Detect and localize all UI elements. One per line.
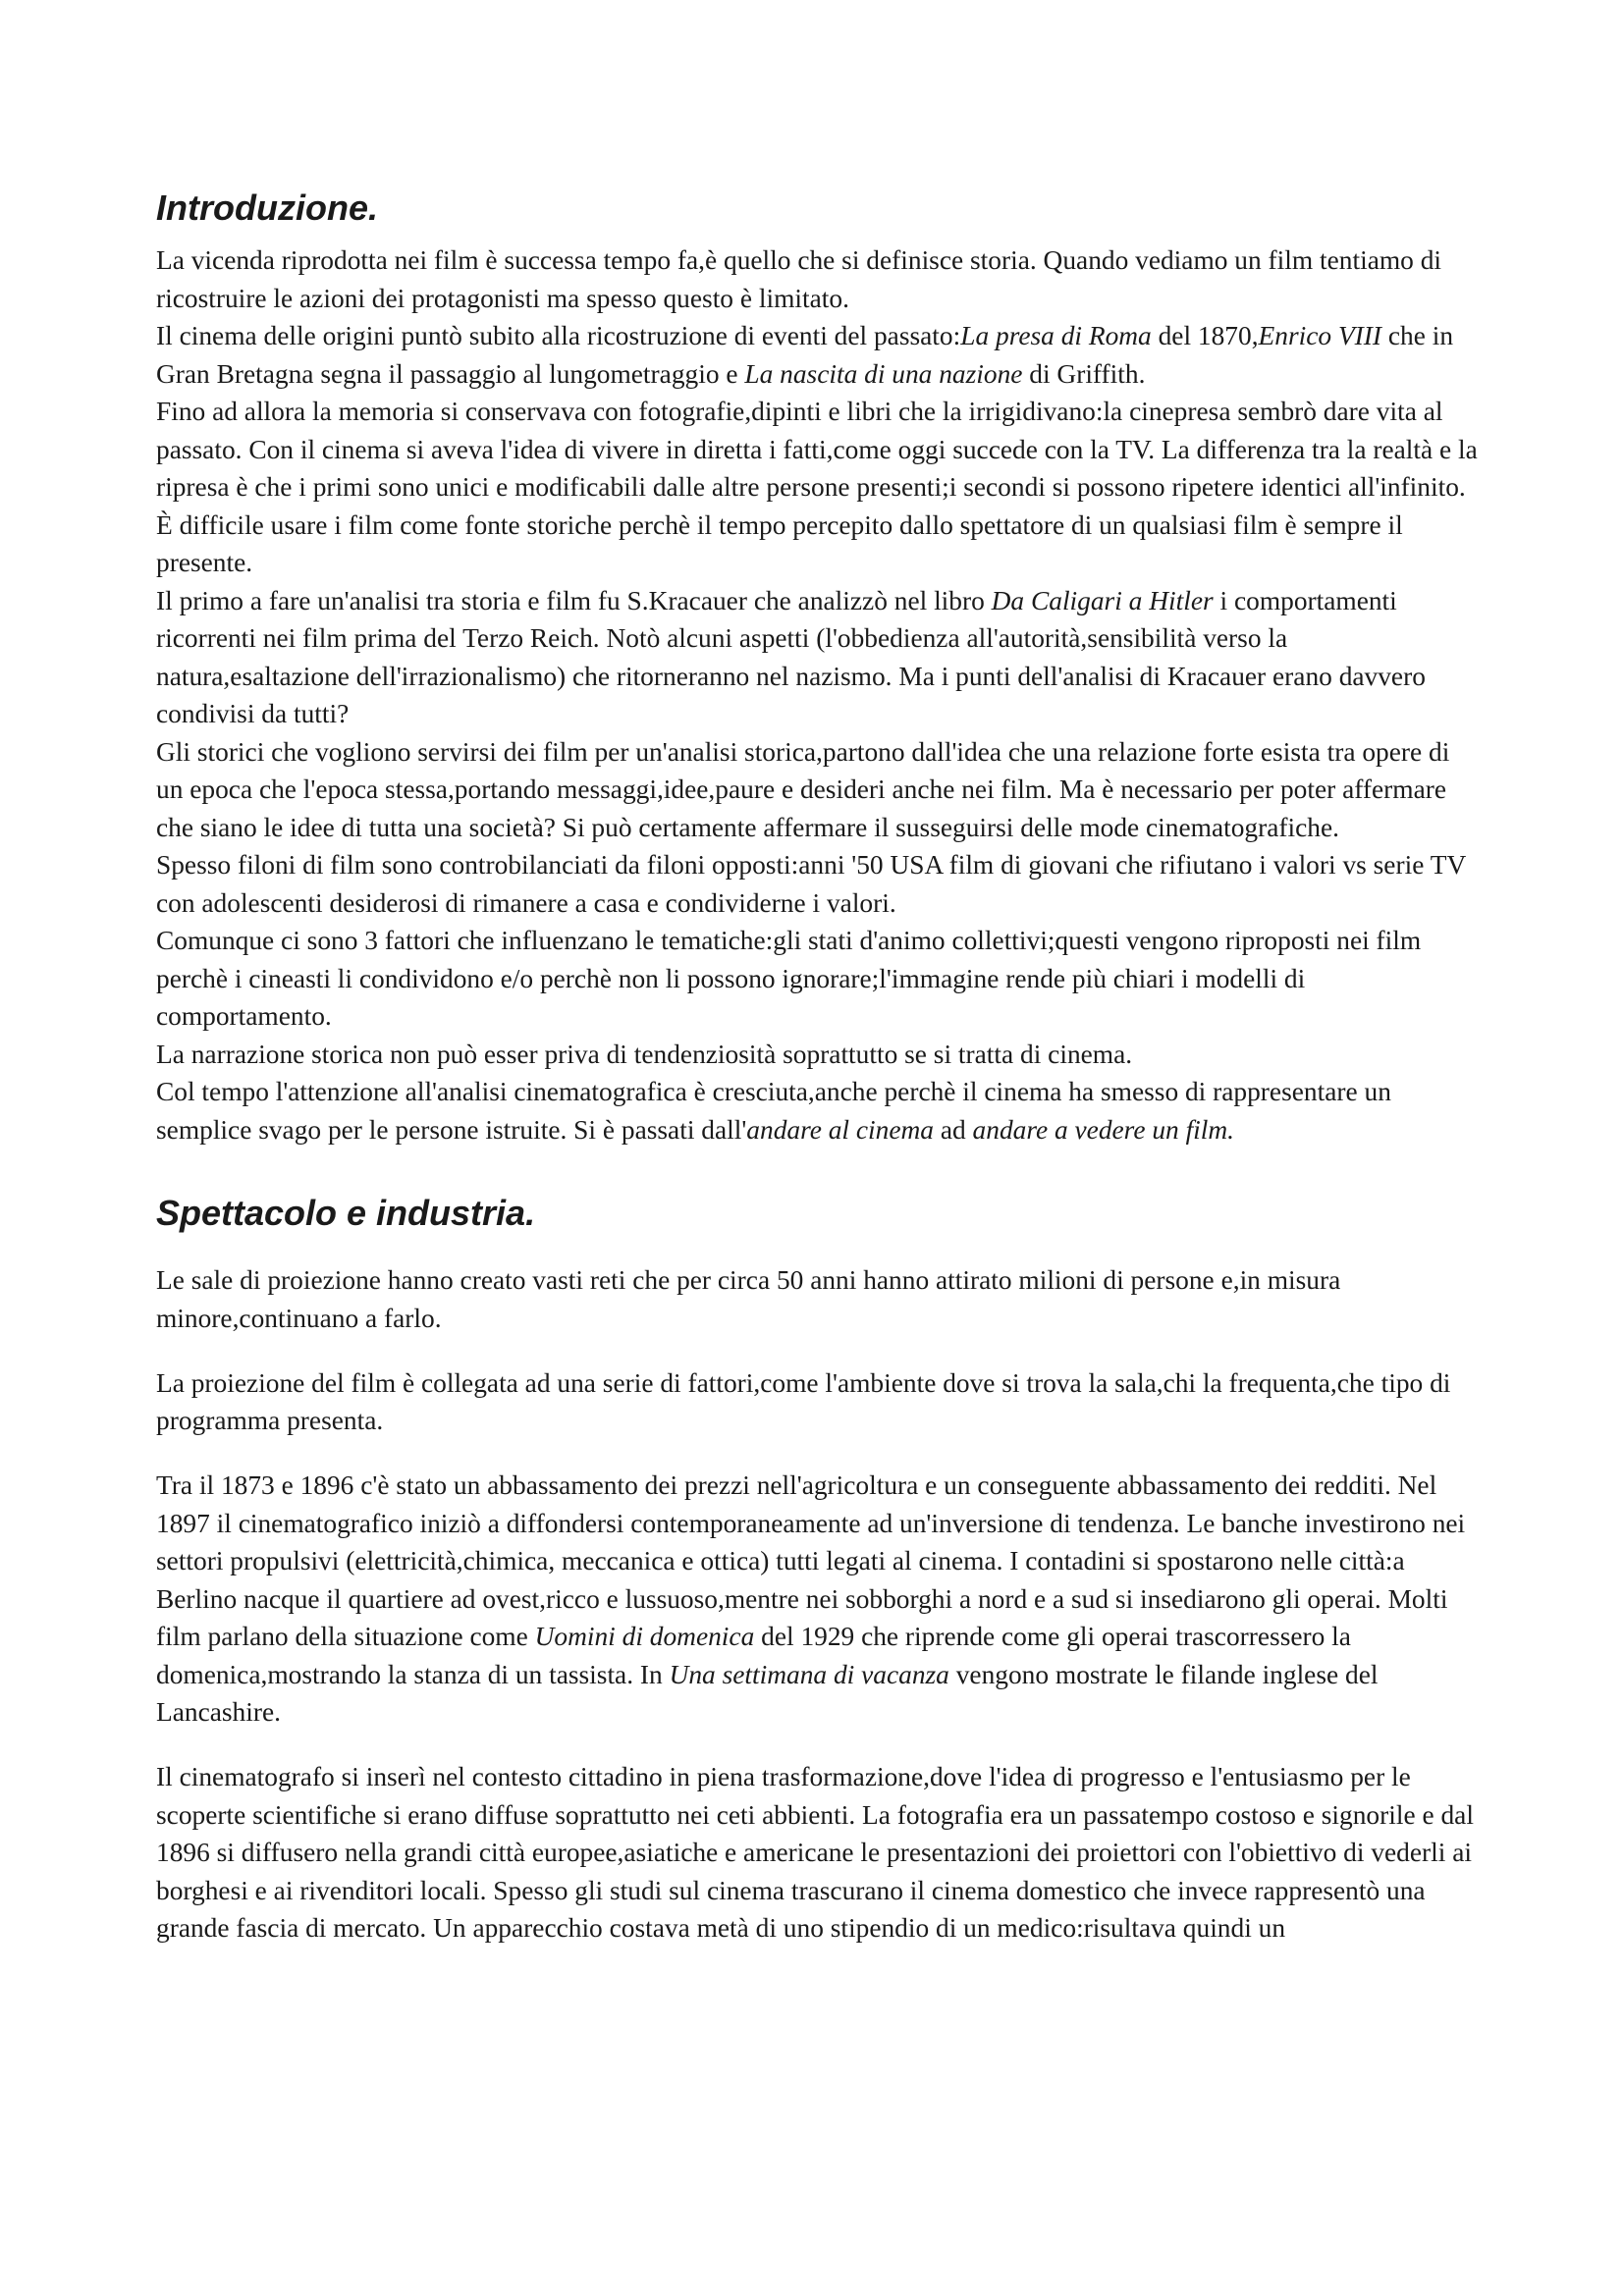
text-run: vengono mostrate le filande inglese del Lancashire. bbox=[156, 1659, 1379, 1728]
text-run: Spesso filoni di film sono controbilanciati da filoni opposti:anni '50 USA film di giovani che rifiutano i valori vs serie TV con adolescenti desiderosi di rimanere a casa e condividerne i valori. bbox=[156, 850, 1466, 918]
paragraph-block bbox=[156, 1758, 1482, 1948]
paragraph bbox=[156, 1467, 1482, 1732]
paragraph-block bbox=[156, 1467, 1482, 1732]
text-run: Il primo a fare un'analisi tra storia e film fu S.Kracauer che analizzò nel libro bbox=[156, 585, 992, 615]
paragraph-block bbox=[156, 1261, 1482, 1439]
paragraph bbox=[156, 1364, 1482, 1440]
text-run: i comportamenti ricorrenti nei film prima del Terzo Reich. Notò alcuni aspetti (l'obbedienza all'autorità,sensibilità verso la natura,esaltazione dell'irrazionalismo) che ritorneranno nel nazismo. Ma i punti dell'analisi di Kracauer erano davvero condivisi da tutti? bbox=[156, 585, 1426, 728]
text-run: del 1929 che riprende come gli operai trascorressero la domenica,mostrando la stanza di un tassista. In bbox=[156, 1622, 1351, 1689]
paragraph bbox=[156, 317, 1482, 393]
text-run: di Griffith. bbox=[1022, 358, 1146, 389]
italic-title: Una settimana di vacanza bbox=[669, 1659, 949, 1689]
text-run: La proiezione del film è collegata ad una serie di fattori,come l'ambiente dove si trova la sala,chi la frequenta,che tipo di programma presenta. bbox=[156, 1367, 1451, 1436]
text-run: Il cinema delle origini puntò subito alla ricostruzione di eventi del passato: bbox=[156, 321, 961, 350]
text-run: Le sale di proiezione hanno creato vasti reti che per circa 50 anni hanno attirato milioni di persone e,in misura minore,continuano a farlo. bbox=[156, 1265, 1341, 1333]
text-run: che in Gran Bretagna segna il passaggio al lungometraggio e bbox=[156, 321, 1454, 389]
paragraph bbox=[156, 1261, 1482, 1337]
italic-title: andare al cinema bbox=[746, 1114, 934, 1145]
italic-title: La nascita di una nazione bbox=[744, 358, 1023, 389]
text-run: La vicenda riprodotta nei film è successa tempo fa,è quello che si definisce storia. Quando vediamo un film tentiamo di ricostruire le azioni dei protagonisti ma spesso questo è limitato. bbox=[156, 245, 1442, 313]
paragraph bbox=[156, 1758, 1482, 1948]
paragraph bbox=[156, 1036, 1482, 1074]
italic-title: Da Caligari a Hitler bbox=[991, 585, 1214, 615]
paragraph bbox=[156, 393, 1482, 507]
italic-title: La presa di Roma bbox=[960, 321, 1152, 350]
italic-title: andare a vedere un film. bbox=[972, 1114, 1235, 1145]
paragraph bbox=[156, 922, 1482, 1036]
text-run: È difficile usare i film come fonte storiche perchè il tempo percepito dallo spettatore di un qualsiasi film è sempre il presente. bbox=[156, 509, 1403, 577]
paragraph bbox=[156, 507, 1482, 582]
italic-title: Enrico VIII bbox=[1258, 321, 1382, 350]
text-run: Col tempo l'attenzione all'analisi cinematografica è cresciuta,anche perchè il cinema ha smesso di rappresentare un semplice svago per le persone istruite. Si è passati dall' bbox=[156, 1077, 1391, 1145]
text-run: Tra il 1873 e 1896 c'è stato un abbassamento dei prezzi nell'agricoltura e un conseguente abbassamento dei redditi. Nel 1897 il cinematografico iniziò a diffondersi contemporaneamente ad un'inversione di tendenza. Le banche investirono nei settori propulsivi (elettricità,chimica, meccanica e ottica) tutti legati al cinema. I contadini si spostarono nelle città:a Berlino nacque il quartiere ad ovest,ricco e lussuoso,mentre nei sobborghi a nord e a sud si insediarono gli operai. Molti film parlano della situazione come bbox=[156, 1470, 1466, 1652]
text-run: Il cinematografo si inserì nel contesto cittadino in piena trasformazione,dove l'idea di progresso e l'entusiasmo per le scoperte scientifiche si erano diffuse soprattutto nei ceti abbienti. La fotografia era un passatempo costoso e signorile e dal 1896 si diffusero nella grandi città europee,asiatiche e americane le presentazioni dei proiettori con l'obiettivo di vederli ai borghesi e ai rivenditori locali. Spesso gli studi sul cinema trascurano il cinema domestico che invece rappresentò una grande fascia di mercato. Un apparecchio costava metà di uno stipendio di un medico:risultava quindi un bbox=[156, 1762, 1474, 1944]
text-run: La narrazione storica non può esser priva di tendenziosità soprattutto se si tratta di cinema. bbox=[156, 1039, 1133, 1069]
document-page bbox=[156, 187, 1482, 1974]
section-heading-introduzione: Introduzione. bbox=[156, 187, 378, 228]
text-run: ad bbox=[933, 1114, 973, 1145]
section-body-spettacolo bbox=[156, 1261, 1482, 1947]
paragraph bbox=[156, 846, 1482, 922]
text-run: Fino ad allora la memoria si conservava con fotografie,dipinti e libri che la irrigidivano:la cinepresa sembrò dare vita al passato. Con il cinema si aveva l'idea di vivere in diretta i fatti,come oggi succede con la TV. La differenza tra la realtà e la ripresa è che i primi sono unici e modificabili dalle altre persone presenti;i secondi si possono ripetere identici all'infinito. bbox=[156, 397, 1478, 502]
text-run: del 1870, bbox=[1151, 321, 1259, 350]
text-run: Comunque ci sono 3 fattori che influenzano le tematiche:gli stati d'animo collettivi;questi vengono riproposti nei film perchè i cineasti li condividono e/o perchè non li possono ignorare;l'immagine rende più chiari i modelli di comportamento. bbox=[156, 926, 1422, 1031]
section-body-introduzione bbox=[156, 241, 1482, 1148]
paragraph bbox=[156, 241, 1482, 317]
paragraph bbox=[156, 733, 1482, 847]
paragraph bbox=[156, 1073, 1482, 1148]
paragraph bbox=[156, 582, 1482, 733]
text-run: Gli storici che vogliono servirsi dei film per un'analisi storica,partono dall'idea che una relazione forte esista tra opere di un epoca che l'epoca stessa,portando messaggi,idee,paure e desideri anche nei film. Ma è necessario per poter affermare che siano le idee di tutta una società? Si può certamente affermare il susseguirsi delle mode cinematografiche. bbox=[156, 736, 1450, 842]
section-heading-spettacolo: Spettacolo e industria. bbox=[156, 1193, 536, 1233]
italic-title: Uomini di domenica bbox=[534, 1622, 755, 1652]
